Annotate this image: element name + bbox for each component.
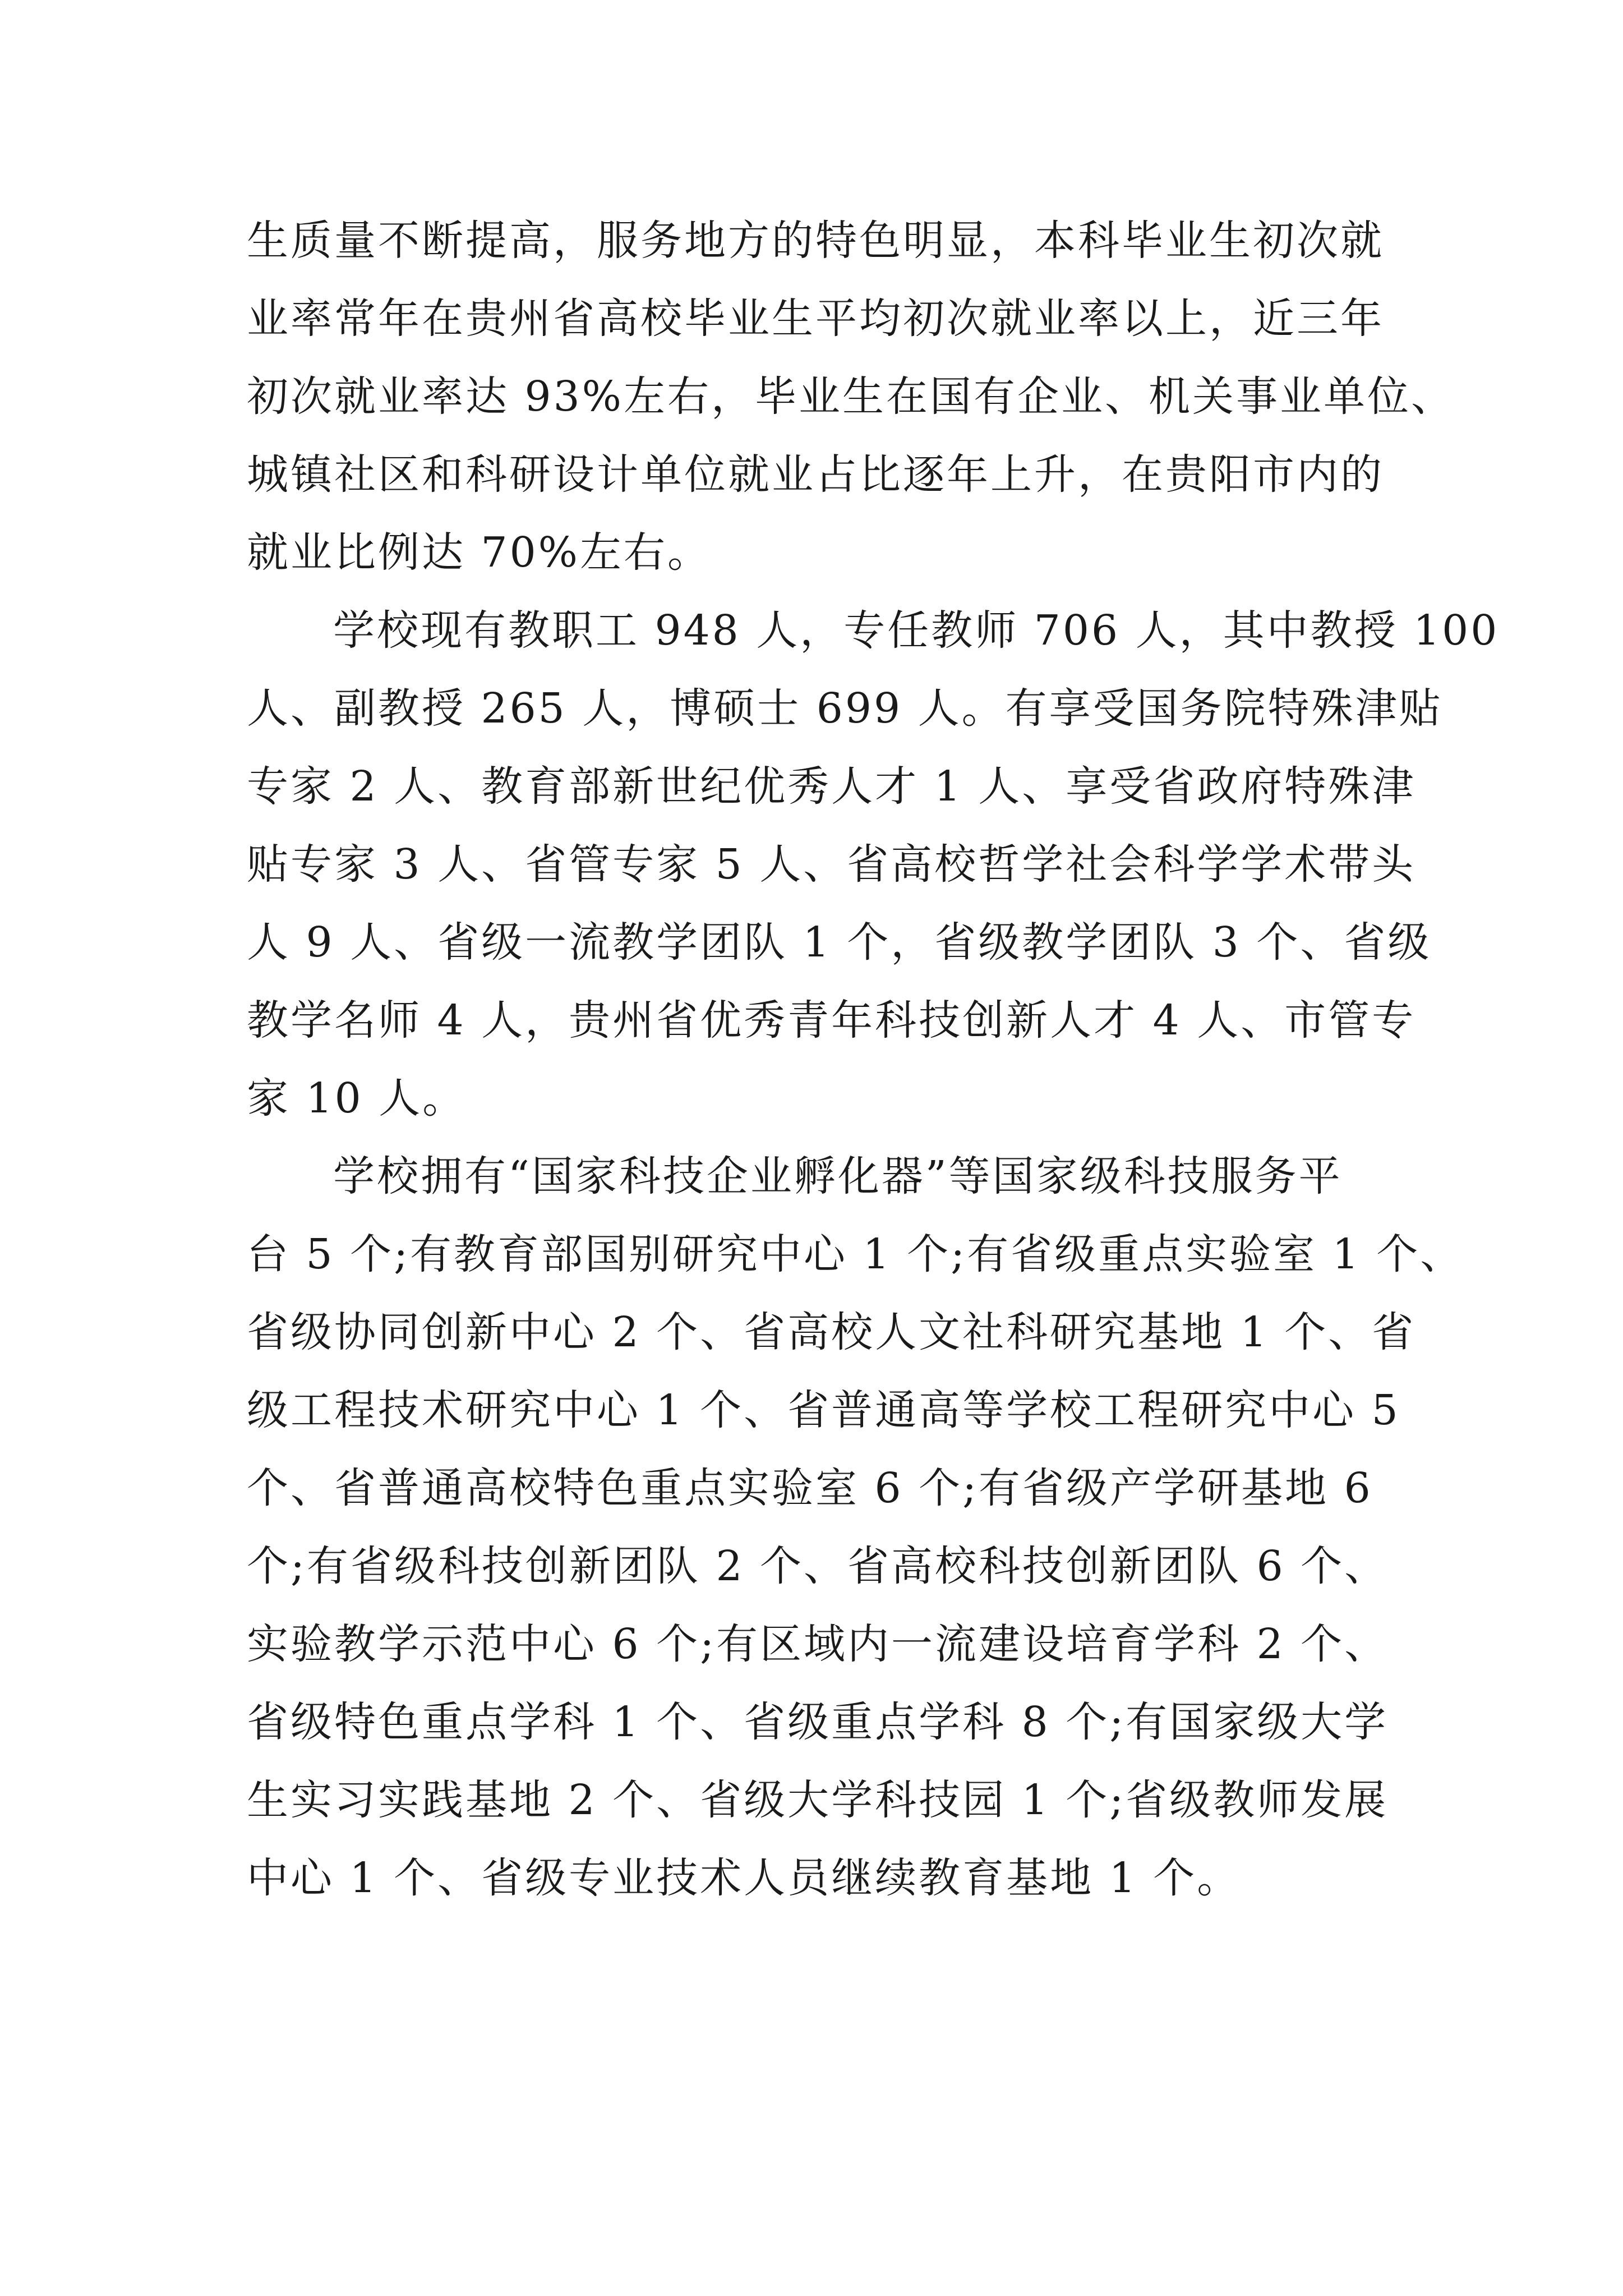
text-line: 省级协同创新中心 2 个、省高校人文社科研究基地 1 个、省 (247, 1308, 1416, 1356)
paragraph-platforms (247, 1138, 1464, 1917)
text-line: 学校拥有“国家科技企业孵化器”等国家级科技服务平 (333, 1152, 1343, 1200)
text-line: 城镇社区和科研设计单位就业占比逐年上升，在贵阳市内的 (247, 450, 1384, 499)
text-line: 台 5 个;有教育部国别研究中心 1 个;有省级重点实验室 1 个、 (247, 1230, 1464, 1278)
text-line: 人、副教授 265 人，博硕士 699 人。有享受国务院特殊津贴 (247, 684, 1443, 733)
text-line: 业率常年在贵州省高校毕业生平均初次就业率以上，近三年 (247, 295, 1384, 343)
text-line: 个、省普通高校特色重点实验室 6 个;有省级产学研基地 6 (247, 1464, 1373, 1512)
text-line: 个;有省级科技创新团队 2 个、省高校科技创新团队 6 个、 (247, 1542, 1389, 1590)
text-line: 专家 2 人、教育部新世纪优秀人才 1 人、享受省政府特殊津 (247, 762, 1416, 811)
text-line: 贴专家 3 人、省管专家 5 人、省高校哲学社会科学学术带头 (247, 840, 1416, 889)
text-line: 人 9 人、省级一流教学团队 1 个，省级教学团队 3 个、省级 (247, 918, 1432, 967)
text-line: 生质量不断提高，服务地方的特色明显，本科毕业生初次就 (247, 217, 1384, 265)
paragraph-faculty (247, 592, 1500, 1138)
paragraph-employment (247, 202, 1455, 592)
text-line: 家 10 人。 (247, 1074, 467, 1122)
text-line: 教学名师 4 人，贵州省优秀青年科技创新人才 4 人、市管专 (247, 996, 1416, 1045)
text-line: 省级特色重点学科 1 个、省级重点学科 8 个;有国家级大学 (247, 1698, 1389, 1746)
text-line: 生实习实践基地 2 个、省级大学科技园 1 个;省级教师发展 (247, 1776, 1389, 1824)
text-line: 中心 1 个、省级专业技术人员继续教育基地 1 个。 (247, 1854, 1241, 1902)
text-line: 实验教学示范中心 6 个;有区域内一流建设培育学科 2 个、 (247, 1620, 1389, 1668)
text-line: 就业比例达 70%左右。 (247, 528, 711, 577)
body-text (247, 202, 1500, 1917)
text-line: 学校现有教职工 948 人，专任教师 706 人，其中教授 100 (333, 606, 1500, 655)
text-line: 初次就业率达 93%左右，毕业生在国有企业、机关事业单位、 (247, 372, 1455, 421)
text-line: 级工程技术研究中心 1 个、省普通高等学校工程研究中心 5 (247, 1386, 1400, 1434)
